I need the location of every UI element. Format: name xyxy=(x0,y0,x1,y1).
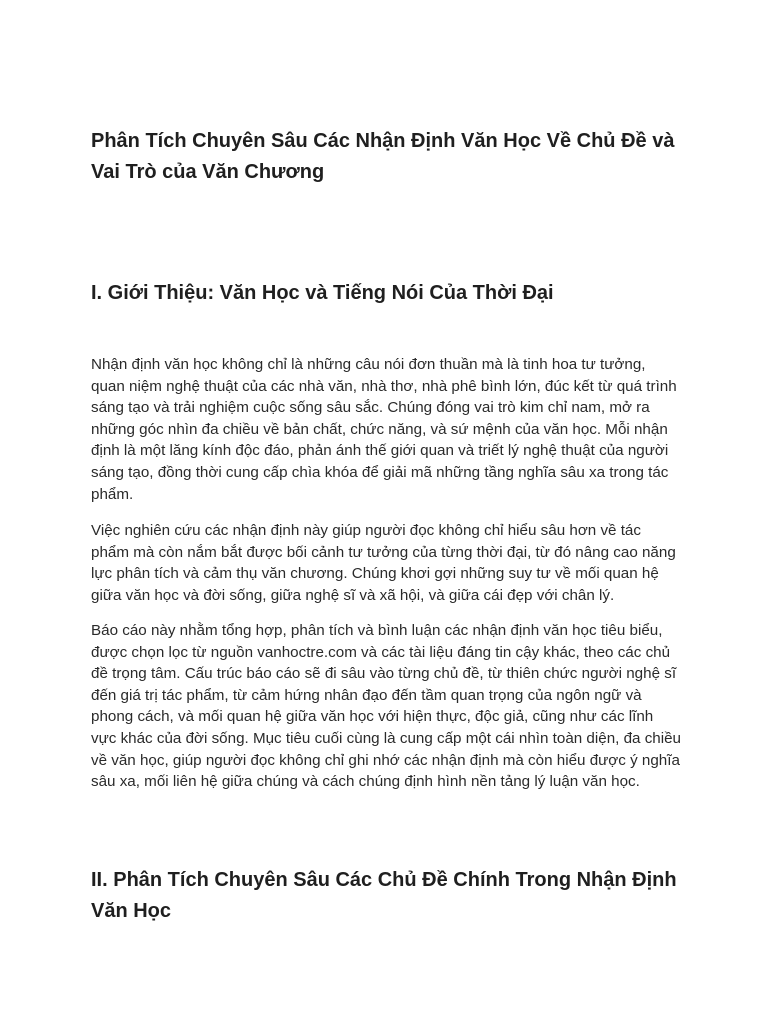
section-heading-introduction: I. Giới Thiệu: Văn Học và Tiếng Nói Của Thời Đại xyxy=(91,282,554,304)
intro-paragraph-1: Nhận định văn học không chỉ là những câu nói đơn thuần mà là tinh hoa tư tưởng, quan niệm nghệ thuật của các nhà văn, nhà thơ, nhà phê bình lớn, đúc kết từ quá trình sáng tạo và trải nghiệm cuộc sống sâu sắc. Chúng đóng vai trò kim chỉ nam, mở ra những góc nhìn đa chiều về bản chất, chức năng, và sứ mệnh của văn học. Mỗi nhận định là một lăng kính độc đáo, phản ánh thế giới quan và triết lý nghệ thuật của người sáng tạo, đồng thời cung cấp chìa khóa để giải mã những tầng nghĩa sâu xa trong tác phẩm. xyxy=(91,356,677,503)
section-heading-analysis: II. Phân Tích Chuyên Sâu Các Chủ Đề Chính Trong Nhận Định Văn Học xyxy=(91,869,677,922)
intro-paragraph-2: Việc nghiên cứu các nhận định này giúp người đọc không chỉ hiểu sâu hơn về tác phẩm mà còn nắm bắt được bối cảnh tư tưởng của từng thời đại, từ đó nâng cao năng lực phân tích và cảm thụ văn chương. Chúng khơi gợi những suy tư về mối quan hệ giữa văn học và đời sống, giữa nghệ sĩ và xã hội, và giữa cái đẹp với chân lý. xyxy=(91,522,676,604)
document-title: Phân Tích Chuyên Sâu Các Nhận Định Văn Học Về Chủ Đề và Vai Trò của Văn Chương xyxy=(91,130,675,183)
intro-paragraph-3: Báo cáo này nhằm tổng hợp, phân tích và bình luận các nhận định văn học tiêu biểu, được chọn lọc từ nguồn vanhoctre.com và các tài liệu đáng tin cậy khác, theo các chủ đề trọng tâm. Cấu trúc báo cáo sẽ đi sâu vào từng chủ đề, từ thiên chức người nghệ sĩ đến giá trị tác phẩm, từ cảm hứng nhân đạo đến tầm quan trọng của ngôn ngữ và phong cách, và mối quan hệ giữa văn học với hiện thực, độc giả, cũng như các lĩnh vực khác của đời sống. Mục tiêu cuối cùng là cung cấp một cái nhìn toàn diện, đa chiều về văn học, giúp người đọc không chỉ ghi nhớ các nhận định mà còn hiểu được ý nghĩa sâu xa, mối liên hệ giữa chúng và cách chúng định hình nền tảng lý luận văn học. xyxy=(91,622,682,791)
